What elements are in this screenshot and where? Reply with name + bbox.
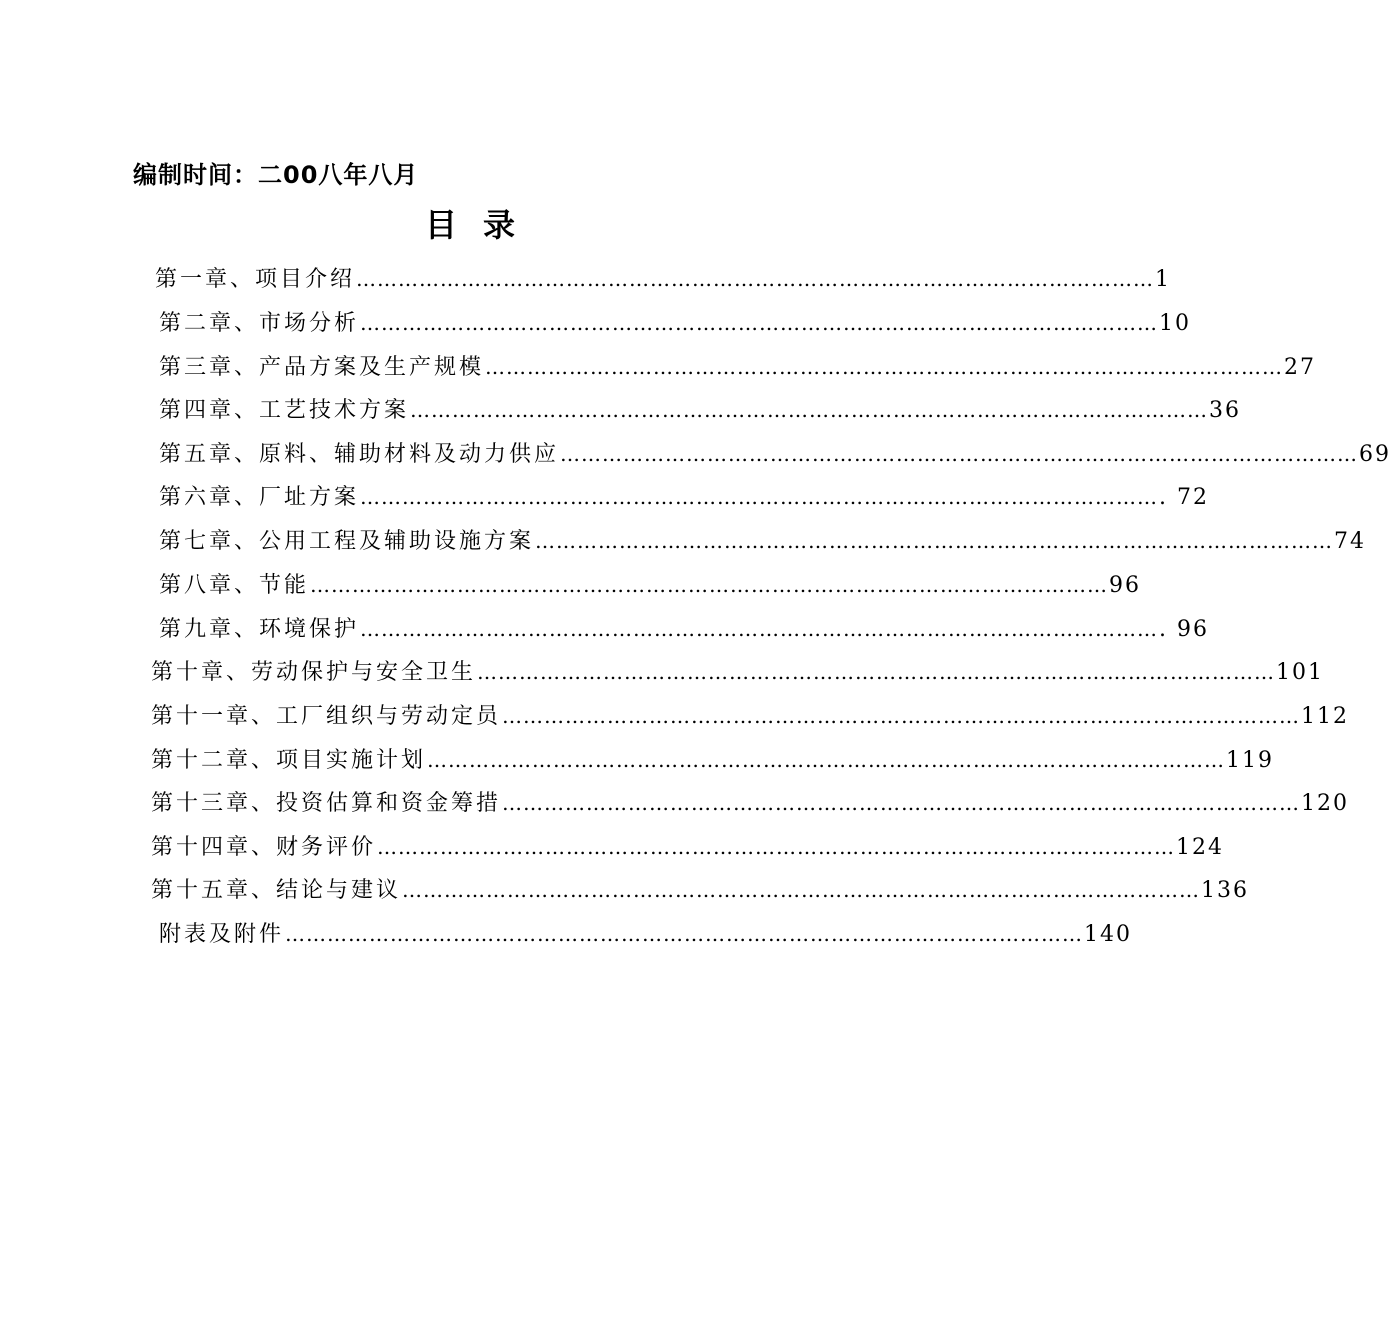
- toc-dot-leader: ……………………………………………………………………………………………………: [356, 267, 1155, 291]
- toc-entry[interactable]: [159, 917, 1133, 951]
- toc-dot-leader: ……………………………………………………………………………………………………: [377, 835, 1176, 859]
- toc-entry[interactable]: [159, 568, 1142, 602]
- toc-entry-label: 第六章、厂址方案: [159, 485, 360, 510]
- toc-entry-page-number: 101: [1276, 660, 1325, 685]
- toc-entry[interactable]: [151, 743, 1275, 777]
- toc-dot-leader: ……………………………………………………………………………………………………: [535, 529, 1334, 553]
- toc-entry-page-number: 36: [1209, 398, 1242, 423]
- toc-entry[interactable]: [159, 524, 1367, 558]
- toc-dot-leader: ……………………………………………………………………………………………………: [360, 311, 1159, 335]
- toc-entry[interactable]: [159, 393, 1242, 427]
- toc-entry-label: 第十三章、投资估算和资金筹措: [151, 791, 502, 816]
- toc-dot-leader: ……………………………………………………………………………………………………: [410, 398, 1209, 422]
- toc-entry-page-number: 120: [1301, 791, 1350, 816]
- toc-entry-page-number: 74: [1334, 529, 1367, 554]
- toc-entry-label: 附表及附件: [159, 922, 285, 947]
- toc-entry-label: 第十五章、结论与建议: [151, 878, 402, 903]
- toc-entry-page-number: 1: [1155, 267, 1172, 292]
- toc-entry-page-number: 27: [1284, 355, 1317, 380]
- toc-entry-label: 第十章、劳动保护与安全卫生: [151, 660, 477, 685]
- toc-entry[interactable]: [159, 350, 1317, 384]
- toc-entry-page-number: 119: [1226, 748, 1275, 773]
- toc-entry[interactable]: [159, 306, 1192, 340]
- toc-title: 目录: [424, 206, 541, 244]
- toc-dot-leader: ……………………………………………………………………………………………………: [402, 878, 1201, 902]
- toc-dot-leader: ……………………………………………………………………………………………………: [560, 442, 1359, 466]
- toc-dot-leader: ……………………………………………………………………………………………………: [485, 355, 1284, 379]
- toc-entry-label: 第五章、原料、辅助材料及动力供应: [159, 442, 560, 467]
- toc-entry[interactable]: [155, 262, 1172, 296]
- toc-dot-leader: ……………………………………………………………………………………………………: [360, 617, 1159, 641]
- toc-dot-leader: ……………………………………………………………………………………………………: [427, 748, 1226, 772]
- toc-entry-label: 第十二章、项目实施计划: [151, 748, 427, 773]
- toc-entry-page-number: 140: [1084, 922, 1133, 947]
- toc-entry-label: 第十四章、财务评价: [151, 835, 377, 860]
- toc-entry-page-number: . 96: [1159, 617, 1209, 642]
- toc-dot-leader: ……………………………………………………………………………………………………: [502, 704, 1301, 728]
- toc-entry-label: 第二章、市场分析: [159, 311, 360, 336]
- toc-entry-label: 第一章、项目介绍: [155, 267, 356, 292]
- toc-entry-label: 第十一章、工厂组织与劳动定员: [151, 704, 502, 729]
- toc-entry[interactable]: [151, 873, 1250, 907]
- toc-entry-page-number: 112: [1301, 704, 1350, 729]
- toc-entry-page-number: 124: [1176, 835, 1225, 860]
- toc-entry-label: 第七章、公用工程及辅助设施方案: [159, 529, 535, 554]
- toc-dot-leader: ……………………………………………………………………………………………………: [310, 573, 1109, 597]
- toc-entry[interactable]: [159, 480, 1209, 514]
- toc-entry-label: 第八章、节能: [159, 573, 310, 598]
- toc-entry[interactable]: [159, 437, 1391, 471]
- toc-dot-leader: ……………………………………………………………………………………………………: [502, 791, 1301, 815]
- toc-entry-label: 第三章、产品方案及生产规模: [159, 355, 485, 380]
- preparation-date: 编制时间：二00八年八月: [133, 161, 419, 189]
- toc-entry[interactable]: [159, 612, 1209, 646]
- toc-dot-leader: ……………………………………………………………………………………………………: [360, 485, 1159, 509]
- toc-entry-page-number: 136: [1201, 878, 1250, 903]
- toc-entry-label: 第四章、工艺技术方案: [159, 398, 410, 423]
- toc-entry-page-number: 96: [1109, 573, 1142, 598]
- toc-entry-page-number: . 72: [1159, 485, 1209, 510]
- toc-entry[interactable]: [151, 830, 1225, 864]
- toc-dot-leader: ……………………………………………………………………………………………………: [477, 660, 1276, 684]
- toc-entry-page-number: 69: [1359, 442, 1391, 467]
- toc-entry[interactable]: [151, 655, 1325, 689]
- toc-dot-leader: ……………………………………………………………………………………………………: [285, 922, 1084, 946]
- toc-entry-page-number: 10: [1159, 311, 1192, 336]
- toc-entry[interactable]: [151, 786, 1350, 820]
- toc-entry[interactable]: [151, 699, 1350, 733]
- toc-entry-label: 第九章、环境保护: [159, 617, 360, 642]
